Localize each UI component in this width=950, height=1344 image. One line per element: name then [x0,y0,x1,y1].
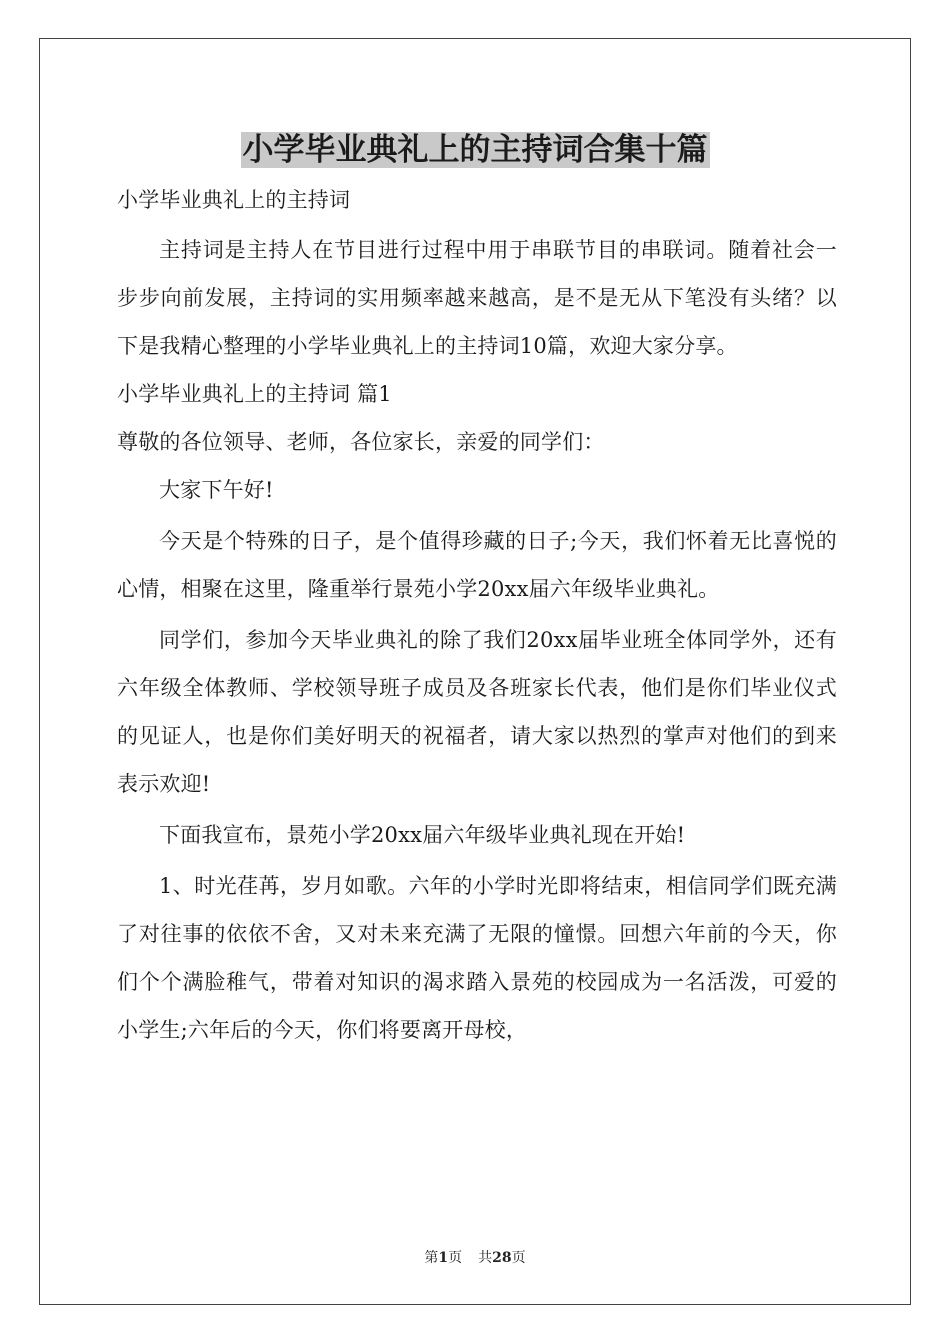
document-body [117,176,837,1054]
document-title [0,128,950,172]
page-total: 28 [492,1250,512,1266]
paragraph-item-1: 1、时光荏苒，岁月如歌。六年的小学时光即将结束，相信同学们既充满了对往事的依依不舍，又对未来充满了无限的憧憬。回想六年前的今天，你们个个满脸稚气，带着对知识的渴求踏入景苑的校园成为一名活泼，可爱的小学生;六年后的今天，你们将要离开母校， [117,874,837,1042]
greeting: 大家下午好! [159,478,274,502]
total-prefix: 共 [478,1250,493,1266]
paragraph-announcement: 下面我宣布，景苑小学20xx届六年级毕业典礼现在开始! [159,823,686,847]
page-suffix: 页 [448,1250,463,1266]
page-current: 1 [438,1250,449,1266]
document-title-text: 小学毕业典礼上的主持词合集十篇 [242,132,708,168]
paragraph-welcome: 同学们，参加今天毕业典礼的除了我们20xx届毕业班全体同学外，还有六年级全体教师、学校领导班子成员及各班家长代表，他们是你们毕业仪式的见证人，也是你们美好明天的祝福者，请大家以热烈的掌声对他们的到来表示欢迎! [117,628,837,796]
page-footer [0,1247,950,1267]
paragraph-opening: 今天是个特殊的日子，是个值得珍藏的日子;今天，我们怀着无比喜悦的心情，相聚在这里，隆重举行景苑小学20xx届六年级毕业典礼。 [117,529,837,601]
salutation: 尊敬的各位领导、老师，各位家长，亲爱的同学们： [117,430,605,454]
section-heading-1: 小学毕业典礼上的主持词 篇1 [117,382,392,406]
total-suffix: 页 [511,1250,526,1266]
page-prefix: 第 [424,1250,439,1266]
intro-paragraph: 主持词是主持人在节目进行过程中用于串联节目的串联词。随着社会一步步向前发展，主持词的实用频率越来越高，是不是无从下笔没有头绪？以下是我精心整理的小学毕业典礼上的主持词10篇，欢迎大家分享。 [117,238,837,358]
section-heading: 小学毕业典礼上的主持词 [117,188,351,212]
